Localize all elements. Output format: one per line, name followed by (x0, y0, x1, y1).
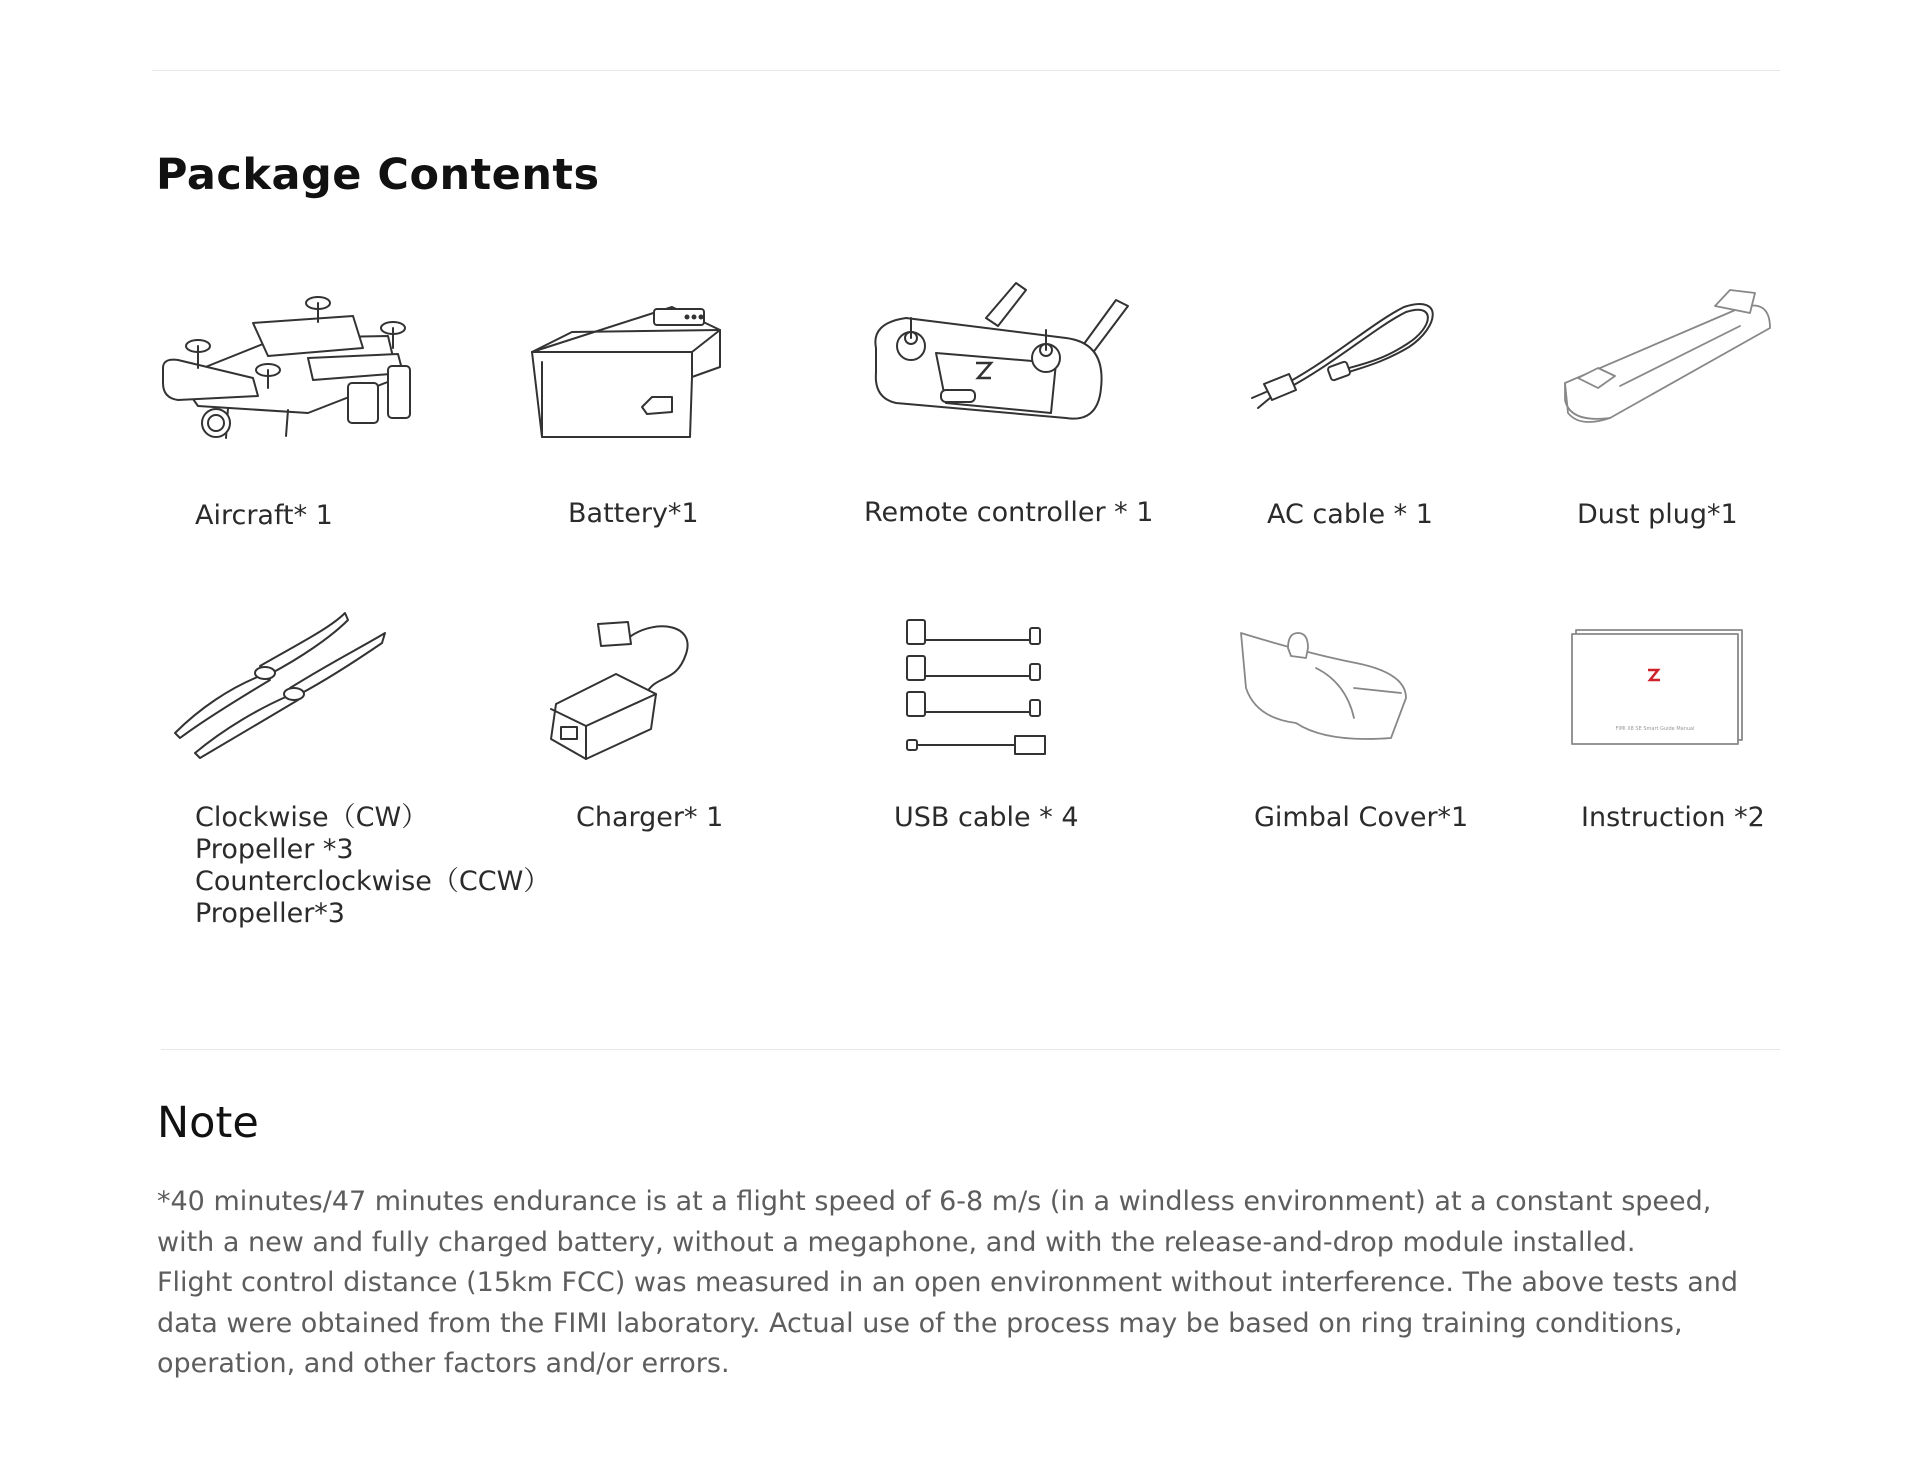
usb-cable-icon (905, 618, 1055, 758)
item-label-charger: Charger* 1 (576, 802, 724, 833)
battery-icon (522, 302, 728, 442)
usb-cable-1 (907, 620, 1040, 644)
item-label-battery: Battery*1 (568, 498, 699, 529)
note-divider (161, 1049, 1780, 1050)
gimbal-cover-icon (1236, 628, 1411, 748)
propeller-icon (170, 608, 392, 758)
usb-cable-2 (907, 656, 1040, 680)
propeller-label-line-1: Clockwise（CW） (195, 802, 429, 833)
aircraft-icon (158, 288, 418, 448)
ac-cable-icon (1244, 302, 1444, 412)
note-heading: Note (157, 1098, 259, 1148)
item-label-gimbal-cover: Gimbal Cover*1 (1254, 802, 1469, 833)
charger-icon (546, 614, 696, 764)
note-text (157, 1182, 1772, 1385)
item-label-ac-cable: AC cable * 1 (1267, 499, 1433, 530)
remote-controller-icon (866, 278, 1128, 428)
dust-plug-icon (1560, 288, 1775, 428)
item-label-remote-controller: Remote controller * 1 (864, 497, 1154, 528)
package-contents-heading: Package Contents (156, 150, 600, 200)
item-label-instruction: Instruction *2 (1581, 802, 1765, 833)
item-label-dust-plug: Dust plug*1 (1577, 499, 1738, 530)
propeller-label-line-3: Counterclockwise（CCW） (195, 866, 551, 897)
item-label-usb-cable: USB cable * 4 (894, 802, 1079, 833)
instruction-manual-icon (1570, 628, 1745, 744)
manual-cover-caption: FIMI X8 SE Smart Guide Manual (1615, 726, 1695, 732)
usb-cable-3 (907, 692, 1040, 716)
usb-cable-4 (907, 736, 1045, 754)
propeller-label-line-2: Propeller *3 (195, 834, 354, 865)
note-paragraph-2: Flight control distance (15km FCC) was measured in an open environment without interference. The above tests and data were obtained from the FIMI laboratory. Actual use of the process may be based on ring training conditions, operation, and other factors and/or errors. (157, 1267, 1739, 1379)
note-paragraph-1: *40 minutes/47 minutes endurance is at a flight speed of 6-8 m/s (in a windless environment) at a constant speed, with a new and fully charged battery, without a megaphone, and with the release-and-drop module installed. (157, 1186, 1712, 1258)
top-divider (152, 70, 1780, 71)
propeller-label-line-4: Propeller*3 (195, 898, 345, 929)
item-label-aircraft: Aircraft* 1 (195, 500, 333, 531)
item-label-propeller (195, 802, 550, 930)
